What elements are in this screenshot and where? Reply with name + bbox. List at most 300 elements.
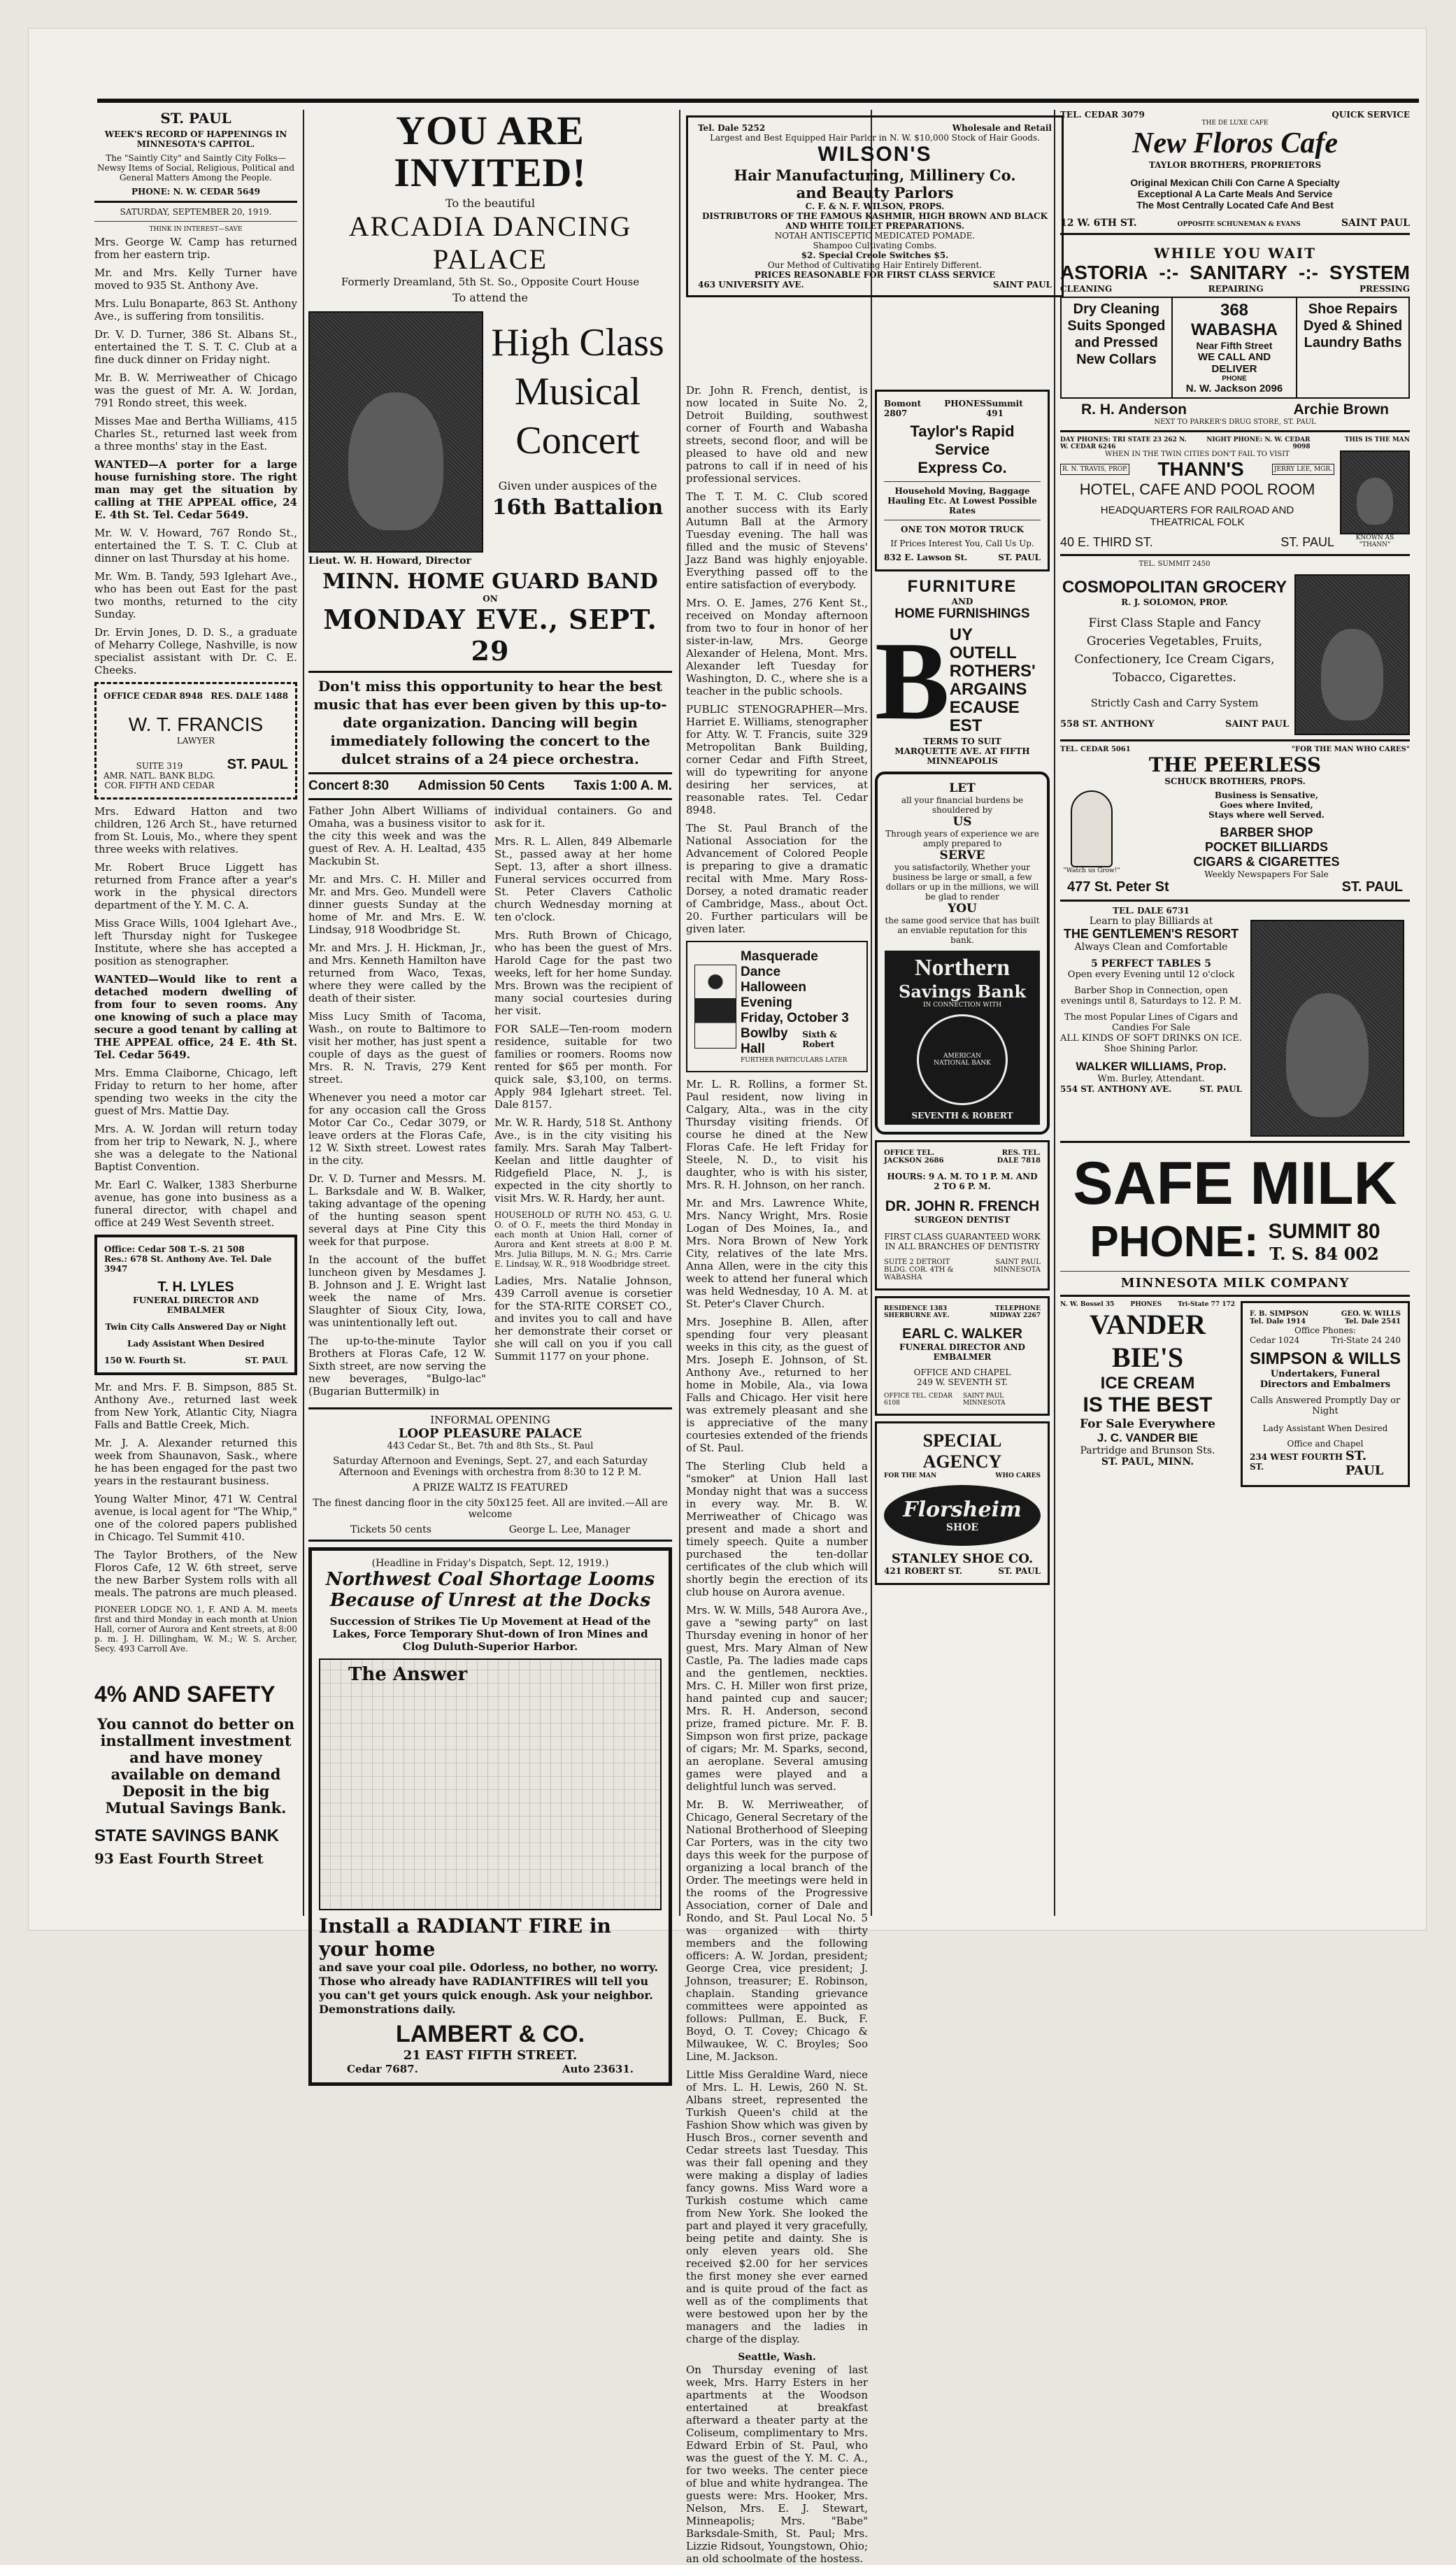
section-label: THINK IN INTEREST—SAVE xyxy=(149,226,243,233)
news-item: Dr. V. D. Turner and Messrs. M. L. Barksdale and W. B. Walker, taking advantage of the opening of the hunting season spent several days at Pine City this week for that purpose. xyxy=(308,1172,486,1248)
news-item: The T. T. M. C. Club scored another success with its Early Autumn Ball at the Armory Tuesday evening. The hall was filled and the music of Stevens' Jazz Band was highly enjoyable. Everything passed off to the entire satisfaction of everybody. xyxy=(686,490,868,591)
wilson-city: SAINT PAUL xyxy=(992,280,1052,290)
lambert-auto: Auto 23631. xyxy=(562,2063,634,2075)
simpson-office: Office Phones: xyxy=(1294,1326,1356,1335)
lyles-calls: Twin City Calls Answered Day or Night xyxy=(105,1322,287,1332)
savings-us: US xyxy=(952,815,972,829)
news-item: Mr. J. A. Alexander returned this week from Shaunavon, Sask., where he has been engaged for the past two years in the restaurant business. xyxy=(94,1437,297,1487)
column-rule xyxy=(1054,110,1055,1916)
news-items xyxy=(686,1078,868,2565)
column-rule xyxy=(303,110,304,1916)
news-item: Miss Grace Wills, 1004 Iglehart Ave., left Thursday night for Tuskegee Institute, where she has accepted a position as stenographer. xyxy=(94,917,297,967)
stanley-addr: 421 ROBERT ST. xyxy=(884,1566,963,1576)
simpson-tri: Tri-State 24 240 xyxy=(1331,1335,1401,1345)
resort-barber: Barber Shop in Connection, open evenings until 8, Saturdays to 12. P. M. xyxy=(1060,986,1242,1007)
coal-body: and save your coal pile. Odorless, no bother, no worry. Those who already have RADIANTFIRES will tell you you can't get yours quick enough. Ask your neighbor. Demonstrations daily. xyxy=(319,1961,659,2016)
thann-portrait xyxy=(1340,450,1410,534)
column-st-paul-news xyxy=(94,110,297,1916)
column-arcadia xyxy=(308,108,672,2075)
news-item: FOR SALE—Ten-room modern residence, suitable for two families or roomers. Rooms now rented for $65 per month. For quick sale, $3,100, on terms. Apply 984 Iglehart street. Tel. Dale 8157. xyxy=(494,1023,672,1111)
francis-ad xyxy=(94,682,297,800)
milk-ad xyxy=(1060,1150,1410,1291)
wilson-method: Our Method of Cultivating Hair Entirely Different. xyxy=(767,260,983,270)
williams-portrait xyxy=(1250,920,1404,1137)
news-item: Mrs. A. W. Jordan will return today from her trip to Newark, N. J., where she was a delegate to the National Baptist Convention. xyxy=(94,1123,297,1173)
news-item: The St. Paul Branch of the National Association for the Advancement of Colored People is preparing to give a dramatic recital with Mme. Mary Ross-Dorsey, a noted dramatic reader of Cambridge, Mass., about Oct. 20. Further particulars will be given later. xyxy=(686,822,868,935)
news-left xyxy=(308,804,486,1403)
thann-hq: HEADQUARTERS FOR RAILROAD AND xyxy=(1100,504,1294,516)
simpson-addr: 234 WEST FOURTH ST. xyxy=(1250,1452,1343,1472)
boutell-line: ROTHERS' xyxy=(949,662,1036,681)
wilson-name: WILSON'S xyxy=(818,143,932,166)
b-initial: B xyxy=(875,618,950,743)
astoria-mid: Near Fifth Street xyxy=(1196,340,1273,351)
news-item: Mr. and Mrs. C. H. Miller and Mr. and Mrs. Geo. Mundell were dinner guests Sunday at the home of Mr. and Mrs. E. W. Lindsay, 918 Woodbridge St. xyxy=(308,873,486,936)
taylor-name: Express Co. xyxy=(918,459,1007,476)
resort-tables: 5 PERFECT TABLES 5 xyxy=(1090,958,1212,969)
concert-date: MONDAY EVE., SEPT. 29 xyxy=(323,604,657,667)
wilson-tag: Largest and Best Equipped Hair Parlor in N. W. $10,000 Stock of Hair Goods. xyxy=(710,133,1040,143)
seattle-title: Seattle, Wash. xyxy=(738,2352,816,2363)
peerless-tel: TEL. CEDAR 5061 xyxy=(1060,746,1131,753)
wilson-tel: Tel. Dale 5252 xyxy=(698,123,766,133)
grocery-cash: Strictly Cash and Carry System xyxy=(1090,697,1259,709)
concert-line: High Class xyxy=(491,321,664,364)
state-savings-ad xyxy=(94,1682,297,1867)
astoria-mid: 368 WABASHA xyxy=(1190,301,1278,339)
francis-addr: AMR. NATL. BANK BLDG. xyxy=(104,771,215,781)
news-item: Mrs. Ruth Brown of Chicago, who has been the guest of Mrs. Harold Cage for the past two weeks, left for her home Sunday. Mrs. Brown was the recipient of many social courtesies during her visit. xyxy=(494,929,672,1017)
opening-prize: A PRIZE WALTZ IS FEATURED xyxy=(413,1482,568,1493)
stanley-name: STANLEY SHOE CO. xyxy=(891,1551,1034,1566)
savings-text: the same good service that has built an enviable reputation for this bank. xyxy=(885,916,1040,945)
resort-cigars: The most Popular Lines of Cigars and Candies For Sale xyxy=(1064,1012,1239,1033)
peerless-line: CIGARS & CIGARETTES xyxy=(1193,855,1340,869)
news-items xyxy=(94,805,297,1229)
francis-office: OFFICE CEDAR 8948 xyxy=(104,691,203,701)
wilson-wholesale: Wholesale and Retail xyxy=(952,123,1052,133)
column-ads-5 xyxy=(1060,110,1410,1916)
wilson-props: C. F. & N. F. WILSON, PROPS. xyxy=(805,201,945,211)
seal-text: AMERICAN NATIONAL BANK xyxy=(934,1053,991,1067)
dont-miss: Don't miss this opportunity to hear the best music that has ever been given by this up-to-date organization. Dancing will begin immediately following the concert to the dulcet strains of a 24 piece orchestra. xyxy=(313,678,667,767)
stanley-shoe: SHOE xyxy=(945,1522,979,1533)
boutell-line: ECAUSE xyxy=(949,698,1020,717)
vanderbie-tri: Tri-State 77 172 xyxy=(1178,1301,1235,1308)
news-item: Mr. Wm. B. Tandy, 593 Iglehart Ave., who has been out East for the past two months, returned to the city Sunday. xyxy=(94,570,297,620)
answer-label: The Answer xyxy=(348,1664,468,1685)
coal-headline: Northwest Coal Shortage Looms Because of Unrest at the Docks xyxy=(325,1569,655,1611)
news-item: The Sterling Club held a "smoker" at Union Hall last Monday night that was a success in every way. Mr. B. W. Merriweather of Chicago was present and made a short and timely speech. Quite a number purchased the ten-dollar certificates of the club which will shortly begin the erection of its club house on Aurora avenue. xyxy=(686,1460,868,1598)
grocery-addr: 558 ST. ANTHONY xyxy=(1060,719,1155,730)
taylor-prices: If Prices Interest You, Call Us Up. xyxy=(890,539,1034,548)
news-item: PUBLIC STENOGRAPHER—Mrs. Harriet E. Williams, stenographer for Atty. W. T. Francis, suite 329 Metropolitan Bank Building, corner Cedar and Fifth Street, will do typewriting for anyone desiring her services, at reasonable rates. Tel. Cedar 8948. xyxy=(686,703,868,816)
resort-city: ST. PAUL xyxy=(1199,1084,1242,1094)
wilson-prices: PRICES REASONABLE FOR FIRST CLASS SERVICE xyxy=(754,270,996,280)
francis-city: ST. PAUL xyxy=(227,757,288,772)
thann-addr: 40 E. THIRD ST. xyxy=(1060,535,1153,549)
news-item: Mrs. O. E. James, 276 Kent St., received on Monday afternoon from two to four in honor of her sister-in-law, Mrs. George Alexander of Helena, Mont. Mrs. Alexander left Tuesday for Washington, D. C., where she is a teacher in the public schools. xyxy=(686,597,868,697)
astoria-mid: PHONE xyxy=(1222,375,1247,383)
florsheim-emblem-icon xyxy=(884,1485,1041,1546)
floros-name: New Floros Cafe xyxy=(1132,127,1338,159)
bank-name: STATE SAVINGS BANK xyxy=(94,1826,280,1845)
savings-serve: SERVE xyxy=(939,848,985,862)
masquerade-line: Masquerade Dance xyxy=(741,949,818,979)
wanted-notice: WANTED—Would like to rent a detached modern dwelling of from four to seven rooms. Any one knowing of such a place may secure a good tenant by calling at THE APPEAL office, 24 E. 4th St. Tel. Cedar 5649. xyxy=(94,973,297,1061)
stanley-for: FOR THE MAN xyxy=(884,1472,937,1479)
lyles-res: Res.: 678 St. Anthony Ave. Tel. Dale 3947 xyxy=(104,1254,272,1274)
news-item: Young Walter Minor, 471 W. Central avenue, is local agent for "The Whip," one of the colored papers published in Chicago. Tel Summit 410. xyxy=(94,1493,297,1543)
resort-drinks: ALL KINDS OF SOFT DRINKS ON ICE. xyxy=(1060,1033,1243,1044)
news-item: Mrs. Josephine B. Allen, after spending four very pleasant weeks in this city, as the guest of Mrs. Joseph E. Johnson, of St. Anthony Ave., returned to her home in Mobile, Ala., via Iowa Falls and Chicago. Her visit here was extremely pleasant and she is appreciative of the many courtesies extended of the friends of St. Paul. xyxy=(686,1316,868,1454)
opening-name: LOOP PLEASURE PALACE xyxy=(398,1426,583,1441)
taylor-desc: Household Moving, Baggage Hauling Etc. At Lowest Possible Rates xyxy=(887,486,1037,516)
french-title: SURGEON DENTIST xyxy=(914,1215,1011,1225)
vanderbie-ad xyxy=(1060,1301,1235,1487)
astoria-name: R. H. Anderson xyxy=(1081,402,1187,418)
loop-palace-ad xyxy=(308,1414,672,1535)
bank-addr: 93 East Fourth Street xyxy=(94,1850,264,1867)
opening-title: INFORMAL OPENING xyxy=(430,1414,550,1426)
lyles-addr: 150 W. Fourth St. xyxy=(104,1356,186,1365)
wilson-sub: and Beauty Parlors xyxy=(796,184,954,201)
walker-addr: 249 W. SEVENTH ST. xyxy=(916,1377,1008,1387)
astoria-ad: WHILE YOU WAIT ASTORIA -:- SANITARY -:- SYSTEM CLEANING REPAIRING PRESSING Dry Cleaning Suits Sponged and Pressed New Collars 368 WABASHA Near Fifth Street WE CALL AND DELIVER PHONE N. W. Jackson 2096 Shoe Repairs Dyed & Shined Laundry Baths R. H. Anderson Archie Brown NEXT TO PARKER'S DRUG STORE, ST. PAUL xyxy=(1060,245,1410,426)
news-item: Mr. W. R. Hardy, 518 St. Anthony Ave., is in the city visiting his family. Mrs. Sarah May Talbert-Keelan and little daughter of Ridgefield Place, N. J., is expected in the city shortly to visit Mrs. W. R. Hardy, her aunt. xyxy=(494,1116,672,1205)
news-item: Misses Mae and Bertha Williams, 415 Charles St., returned last week from a three months' stay in the East. xyxy=(94,415,297,453)
news-item: The Taylor Brothers, of the New Floros Cafe, 12 W. 6th street, serve the new Barber System rolls with all meals. The patrons are much pleased. xyxy=(94,1549,297,1599)
news-item: Mr. and Mrs. Kelly Turner have moved to 935 St. Anthony Ave. xyxy=(94,267,297,292)
band-name: MINN. HOME GUARD BAND xyxy=(322,569,658,594)
walker-city: SAINT PAUL MINNESOTA xyxy=(962,1393,1006,1407)
stanley-shoe-ad xyxy=(875,1421,1050,1585)
lodge-notice: PIONEER LODGE NO. 1, F. AND A. M. meets first and third Monday in each month at Union Hall, corner of Aurora and Kent streets, at 8:00 p. m. J. H. Dillingham, W. M.; W. S. Archer, Secy. 493 Carroll Ave. xyxy=(94,1605,297,1654)
resort-shine: Shoe Shining Parlor. xyxy=(1104,1044,1199,1054)
walker-tel: TELEPHONE MIDWAY 2267 xyxy=(990,1305,1041,1319)
stanley-cares: WHO CARES xyxy=(995,1472,1041,1479)
astoria-right: Shoe Repairs Dyed & Shined Laundry Baths xyxy=(1304,301,1403,350)
lyles-office: Office: Cedar 508 T.-S. 21 508 xyxy=(104,1244,245,1254)
vanderbie-ice: ICE CREAM xyxy=(1100,1374,1195,1393)
install-line: Install a RADIANT FIRE in your home xyxy=(319,1914,611,1961)
astoria-word: SYSTEM xyxy=(1329,262,1410,283)
wilson-combs: Shampoo Cultivating Combs. xyxy=(813,241,937,250)
news-item: Dr. V. D. Turner, 386 St. Albans St., entertained the T. S. T. C. Club at a fine duck dinner on Friday night. xyxy=(94,328,297,366)
savings-conn: IN CONNECTION WITH xyxy=(922,1002,1002,1009)
column-rule xyxy=(679,110,680,1916)
resort-att: Wm. Burley, Attendant. xyxy=(1097,1074,1205,1084)
thann-hotel: HOTEL, CAFE AND POOL ROOM xyxy=(1079,481,1315,498)
lyles-title: FUNERAL DIRECTOR AND EMBALMER xyxy=(133,1295,259,1315)
peerless-weekly: Weekly Newspapers For Sale xyxy=(1204,869,1329,879)
dancer-icon xyxy=(694,965,736,1049)
thann-known: KNOWN AS "THANN" xyxy=(1355,534,1394,548)
peerless-line: Stays where well Served. xyxy=(1208,810,1325,820)
walker-name: EARL C. WALKER xyxy=(902,1326,1022,1342)
astoria-next: NEXT TO PARKER'S DRUG STORE, ST. PAUL xyxy=(1154,418,1316,426)
wilson-ad xyxy=(686,115,1064,297)
thann-night: NIGHT PHONE: N. W. CEDAR 9098 xyxy=(1206,436,1311,450)
peerless-line: POCKET BILLIARDS xyxy=(1204,840,1328,854)
taylor-express-ad xyxy=(875,390,1050,571)
simpson-b: GEO. W. WILLS Tel. Dale 2541 xyxy=(1341,1310,1401,1326)
masthead-desc: The "Saintly City" and Saintly City Folks—Newsy Items of Social, Religious, Political and General Matters Among the People. xyxy=(97,153,295,183)
taylor-truck: ONE TON MOTOR TRUCK xyxy=(901,525,1024,534)
walker-res: RESIDENCE 1383 SHERBURNE AVE. xyxy=(884,1305,950,1319)
news-item: HOUSEHOLD OF RUTH NO. 453, G. U. O. of O. F., meets the third Monday in each month at Union Hall, corner of Aurora and Kent streets at 8:00 P. M. Mrs. Julia Billups, M. N. G.; Mrs. Carrie E. Lindsay, W. R., 918 Woodbridge street. xyxy=(494,1210,672,1269)
lyles-lady: Lady Assistant When Desired xyxy=(127,1339,265,1349)
peerless-city: ST. PAUL xyxy=(1341,879,1403,895)
masquerade-later: FURTHER PARTICULARS LATER xyxy=(741,1057,848,1064)
on-label: ON xyxy=(483,594,498,604)
thann-prop: R. N. TRAVIS, PROP. xyxy=(1060,464,1129,475)
opening-manager: George L. Lee, Manager xyxy=(508,1524,630,1535)
simpson-a: F. B. SIMPSON Tel. Dale 1914 xyxy=(1250,1310,1309,1326)
resort-ad xyxy=(1060,906,1410,1137)
francis-addr: SUITE 319 xyxy=(136,761,183,771)
french-dentist-ad xyxy=(875,1140,1050,1291)
savings-text: Through years of experience we are amply prepared to xyxy=(885,829,1039,848)
palace-name: ARCADIA DANCING PALACE xyxy=(348,211,632,275)
peerless-ad xyxy=(1060,746,1410,895)
news-item: Little Miss Geraldine Ward, niece of Mrs. L. H. Lewis, 260 N. St. Albans street, represented the Turkish Queen's child at the Fashion Show which was given by Husch Bros., corner seventh and Cedar streets last Tuesday. This was their fall opening and they were making a display of ladies fancy gowns. Miss Ward wore a Turkish costume which came from New York. She looked the part and played it very gracefully, being petite and dainty. She is only eleven years old. She received $2.00 for her services the first money she ever earned and is quite proud of the fact as well as of the compliments that were bestowed upon her by the managers and the ladies in charge of the display. xyxy=(686,2068,868,2345)
coal-sub: Succession of Strikes Tie Up Movement at Head of the Lakes, Force Temporary Shut-down of Iron Mines and Clog Duluth-Superior Harbor. xyxy=(329,1615,651,1653)
milk-safe: SAFE MILK xyxy=(1073,1150,1397,1217)
news-item: Mrs. Emma Claiborne, Chicago, left Friday to return to her home, after spending two weeks in the city the guest of Mrs. Mattie Day. xyxy=(94,1067,297,1117)
howard-portrait xyxy=(308,311,483,553)
news-item: individual containers. Go and ask for it. xyxy=(494,804,672,830)
boutell-ad xyxy=(875,577,1050,766)
simpson-wills-ad xyxy=(1241,1301,1410,1487)
northern-savings-ad xyxy=(875,772,1050,1135)
savings-name: Savings Bank xyxy=(899,981,1026,1002)
thann-hq: THEATRICAL FOLK xyxy=(1150,516,1245,528)
auspices: Given under auspices of the xyxy=(498,479,657,492)
wilson-addr: 463 UNIVERSITY AVE. xyxy=(698,280,804,290)
astoria-mid: WE CALL AND DELIVER xyxy=(1197,351,1271,375)
savings-corner: SEVENTH & ROBERT xyxy=(911,1111,1013,1121)
stanley-city: ST. PAUL xyxy=(998,1566,1041,1576)
floros-opp: OPPOSITE SCHUNEMAN & EVANS xyxy=(1177,221,1301,228)
solomon-portrait xyxy=(1294,574,1410,735)
thanns-ad xyxy=(1060,436,1410,550)
lyles-ad xyxy=(94,1235,297,1375)
walker-office: OFFICE TEL. CEDAR 6108 xyxy=(884,1393,952,1407)
floros-line: The Most Centrally Located Cafe And Best xyxy=(1136,199,1334,211)
stanley-special: SPECIAL AGENCY xyxy=(922,1430,1002,1472)
astoria-word: SANITARY xyxy=(1190,262,1288,283)
news-item: Mr. L. R. Rollins, a former St. Paul resident, now living in Calgary, Alta., was in the city Thursday visiting friends. Of course he dined at the New Floras Cafe. He left Friday for Steele, N. D., to visit his daughter, who is with his sister, Mrs. R. H. Johnson, on her ranch. xyxy=(686,1078,868,1191)
news-items xyxy=(94,1381,297,1654)
floros-addr: 12 W. 6TH ST. xyxy=(1060,218,1137,229)
concert-line: Musical xyxy=(514,370,641,413)
french-city: SAINT PAUL MINNESOTA xyxy=(993,1258,1041,1274)
news-item: Miss Lucy Smith of Tacoma, Wash., on route to Baltimore to visit her mother, has just spent a couple of days as the guest of Mrs. R. N. Travis, 279 Kent street. xyxy=(308,1010,486,1086)
opening-times: Saturday Afternoon and Evenings, Sept. 27, and each Saturday Afternoon and Evenings with orchestra from 8:30 to 12 P. M. xyxy=(333,1456,648,1478)
column-ads-4 xyxy=(875,384,1050,1916)
news-item: Mr. W. V. Howard, 767 Rondo St., entertained the T. S. T. C. Club at dinner on last Thursday at his home. xyxy=(94,527,297,564)
concert-details xyxy=(308,779,672,794)
news-item: Ladies, Mrs. Natalie Johnson, 439 Carroll avenue is corsetier for the STA-RITE CORSET CO., and invites you to call and have her demonstrate their corset or she will call on you if you call Summit 1177 on your phone. xyxy=(494,1274,672,1363)
vanderbie-name: VANDER BIE'S xyxy=(1090,1309,1206,1373)
concert-time: Concert 8:30 xyxy=(308,779,390,793)
floros-city: SAINT PAUL xyxy=(1341,218,1410,229)
vanderbie-sale: For Sale Everywhere xyxy=(1080,1417,1215,1431)
boutell-line: EST xyxy=(949,716,983,735)
milk-ts: T. S. 84 002 xyxy=(1269,1244,1379,1264)
simpson-lady: Lady Assistant When Desired xyxy=(1262,1423,1388,1433)
savings-text: all your financial burdens be shouldered by xyxy=(901,795,1024,815)
vanderbie-phones: PHONES xyxy=(1130,1301,1162,1308)
photo-caption: Lieut. W. H. Howard, Director xyxy=(308,555,471,567)
furniture-line: HOME FURNISHINGS xyxy=(894,606,1030,621)
peerless-line: BARBER SHOP xyxy=(1220,825,1313,839)
news-item: Mr. and Mrs. F. B. Simpson, 885 St. Anthony Ave., returned last week from New York, Atlantic City, Niagra Falls and Battle Creek, Mich. xyxy=(94,1381,297,1431)
wilson-notah: NOTAH ANTISCEPTIC MEDICATED POMADE. xyxy=(774,231,976,241)
news-item: Mrs. Lulu Bonaparte, 863 St. Anthony Ave., is suffering from tonsilitis. xyxy=(94,297,298,322)
resort-addr: 554 ST. ANTHONY AVE. xyxy=(1060,1084,1172,1094)
grocery-name: COSMOPOLITAN GROCERY xyxy=(1062,578,1287,597)
savings-text: you satisfactorily, Whether your business be large or small, a few dollars or up in the millions, we will be glad to render xyxy=(885,862,1039,902)
news-items xyxy=(686,384,868,935)
news-item: Mrs. R. L. Allen, 849 Albemarle St., passed away at her home Sept. 13, after a short illness. Funeral services occurred from St. Peter Clavers Catholic church Wednesday morning at ten o'clock. xyxy=(494,835,672,923)
wanted-notice: WANTED—A porter for a large house furnishing store. The right man may get the situation by calling at THE APPEAL office, 24 E. 4th St. Tel. Cedar 5649. xyxy=(94,458,297,521)
news-item: The up-to-the-minute Taylor Brothers at Floras Cafe, 12 W. Sixth street, are now serving the new beverages, "Bulgo-lac" (Bugarian Buttermilk) in xyxy=(308,1335,486,1398)
resort-clean: Always Clean and Comfortable xyxy=(1074,942,1228,953)
french-name: DR. JOHN R. FRENCH xyxy=(885,1198,1040,1214)
simpson-calls: Calls Answered Promptly Day or Night xyxy=(1250,1395,1401,1416)
opening-floor: The finest dancing floor in the city 50x125 feet. All are invited.—All are welcome xyxy=(313,1498,668,1520)
masthead-sub: WEEK'S RECORD OF HAPPENINGS IN MINNESOTA'S CAPITOL. xyxy=(104,129,287,149)
grocery-tel: TEL. SUMMIT 2450 xyxy=(1139,560,1211,568)
savings-name: Northern xyxy=(915,955,1010,981)
grocery-body: First Class Staple and Fancy Groceries Vegetables, Fruits, Confectionery, Ice Cream Cigars, Tobacco, Cigarettes. xyxy=(1074,616,1275,685)
concert-line: Concert xyxy=(515,419,640,462)
news-item: Father John Albert Williams of Omaha, was a business visitor to the city this week and was the guest of Rev. A. H. Lealtad, 435 Mackubin St. xyxy=(308,804,486,867)
wilson-dist: DISTRIBUTORS OF THE FAMOUS KASHMIR, HIGH BROWN AND BLACK AND WHITE TOILET PREPARATIONS. xyxy=(701,211,1048,231)
thann-when: WHEN IN THE TWIN CITIES DON'T FAIL TO VISIT xyxy=(1105,450,1290,458)
peerless-for: "FOR THE MAN WHO CARES" xyxy=(1291,746,1410,753)
news-item: In the account of the buffet luncheon given by Mesdames J. B. Johnson and J. E. Wright last week the name of Mrs. Slaughter of Sioux City, Iowa, was unintentionally left out. xyxy=(308,1253,486,1329)
simpson-name: SIMPSON & WILLS xyxy=(1250,1349,1401,1368)
francis-name: W. T. FRANCIS xyxy=(128,713,264,735)
french-res: RES. TEL. DALE 7818 xyxy=(997,1149,1041,1165)
news-item: Mr. Robert Bruce Liggett has returned from France after a year's work in the physical directors department of the Y. M. C. A. xyxy=(94,861,297,911)
boutell-line: UY xyxy=(949,625,973,644)
news-items xyxy=(94,236,297,676)
boutell-city: MINNEAPOLIS xyxy=(927,756,998,766)
french-hours: HOURS: 9 A. M. TO 1 P. M. AND 2 TO 6 P. M. xyxy=(887,1172,1038,1191)
taylor-city: ST. PAUL xyxy=(998,553,1041,562)
walker-ad xyxy=(875,1296,1050,1416)
mascot-figure-icon xyxy=(1071,790,1113,867)
taxis: Taxis 1:00 A. M. xyxy=(573,779,672,793)
news-item: Mr. B. W. Merriweather of Chicago was the guest of Mr. A. W. Jordan, 791 Rondo street, this week. xyxy=(94,371,297,409)
resort-open: Open every Evening until 12 o'clock xyxy=(1067,969,1235,980)
peerless-name: THE PEERLESS xyxy=(1148,753,1322,776)
lyles-city: ST. PAUL xyxy=(245,1356,287,1365)
taylor-bomont: Bomont 2807 xyxy=(884,399,922,418)
admission: Admission 50 Cents xyxy=(417,779,545,793)
walker-chapel: OFFICE AND CHAPEL xyxy=(913,1367,1011,1377)
masquerade-hall: Bowlby Hall xyxy=(741,1026,788,1056)
boutell-terms: TERMS TO SUIT xyxy=(923,737,1001,746)
floros-line: Original Mexican Chili Con Carne A Specialty xyxy=(1130,177,1340,188)
news-item: Mr. and Mrs. Lawrence White, Mrs. Nancy Wright, Mrs. Rosie Logan of Des Moines, Ia., and Mrs. Nora Brown of New York City, relatives of the late Mrs. Anna Allen, were in the city this week to attend her funeral which was held Wednesday, 10 A. M. at St. Peter's Claver Church. xyxy=(686,1197,868,1310)
resort-learn: Learn to play Billiards at xyxy=(1089,916,1213,927)
news-item: Mrs. W. W. Mills, 548 Aurora Ave., gave a "sewing party" on last Thursday evening in honor of her guest, Mrs. Mary Alman of New Castle, Pa. The ladies made caps and the gentlemen, neckties. Mrs. C. H. Miller won first prize, hand painted cup and saucer; Mrs. R. H. Anderson, second prize, framed picture. Mr. F. B. Simpson won first prize, package of cigars; Mr. M. Sparks, second, an aeroplane. Several amusing games were played and a delightful lunch was served. xyxy=(686,1604,868,1793)
lambert-addr: 21 EAST FIFTH STREET. xyxy=(403,2048,578,2063)
top-rule xyxy=(97,99,1419,103)
simpson-cedar: Cedar 1024 xyxy=(1250,1335,1300,1345)
floros-quick: QUICK SERVICE xyxy=(1332,110,1410,120)
masquerade-streets: Sixth & Robert xyxy=(802,1030,837,1049)
palace-formerly: Formerly Dreamland, 5th St. So., Opposite Court House xyxy=(341,276,640,288)
bank-body: You cannot do better on installment investment and have money available on demand Deposit in the big Mutual Savings Bank. xyxy=(97,1715,295,1817)
news-item: Mr. Earl C. Walker, 1383 Sherburne avenue, has gone into business as a funeral director, with chapel and office at 249 West Seventh street. xyxy=(94,1179,297,1229)
astoria-left: Dry Cleaning Suits Sponged and Pressed New Collars xyxy=(1062,298,1173,397)
lambert-cedar: Cedar 7687. xyxy=(347,2063,418,2075)
peerless-line: Goes where Invited, xyxy=(1220,800,1313,810)
fireplace-illustration xyxy=(319,1658,662,1910)
wilson-special: $2. Special Creole Switches $5. xyxy=(801,250,949,260)
masquerade-line: Halloween Evening xyxy=(741,980,806,1010)
milk-company: MINNESOTA MILK COMPANY xyxy=(1120,1276,1350,1291)
boutell-line: ARGAINS xyxy=(949,680,1027,699)
taylor-phones: PHONES xyxy=(944,399,986,408)
astoria-word: ASTORIA xyxy=(1060,262,1148,283)
stanley-brand: Florsheim xyxy=(903,1498,1022,1522)
floros-deluxe: THE DE LUXE CAFE xyxy=(1201,120,1269,127)
newspaper-page xyxy=(28,28,1427,2565)
news-item: Mrs. George W. Camp has returned from her eastern trip. xyxy=(94,236,297,261)
vanderbie-addr: Partridge and Brunson Sts. xyxy=(1080,1445,1215,1456)
wilson-sub: Hair Manufacturing, Millinery Co. xyxy=(734,166,1016,184)
opening-addr: 443 Cedar St., Bet. 7th and 8th Sts., St. Paul xyxy=(387,1441,594,1451)
vanderbie-owner: J. C. VANDER BIE xyxy=(1097,1431,1199,1444)
boutell-addr: MARQUETTE AVE. AT FIFTH xyxy=(894,746,1030,756)
milk-summit: SUMMIT 80 xyxy=(1268,1220,1380,1243)
simpson-chapel: Office and Chapel xyxy=(1287,1439,1364,1449)
francis-addr: COR. FIFTH AND CEDAR xyxy=(104,781,215,790)
masquerade-line: Friday, October 3 xyxy=(741,1011,849,1025)
grocery-ad xyxy=(1060,560,1410,735)
floros-line: Exceptional A La Carte Meals And Service xyxy=(1137,188,1333,199)
lambert-name: LAMBERT & CO. xyxy=(395,2021,585,2047)
french-suite: SUITE 2 DETROIT BLDG. COR. 4TH & WABASHA xyxy=(884,1258,954,1281)
astoria-service: CLEANING xyxy=(1060,284,1113,294)
floros-cafe-ad xyxy=(1060,110,1410,229)
astoria-mid: N. W. Jackson 2096 xyxy=(1185,383,1283,395)
peerless-watch: "Watch us Grow!" xyxy=(1063,867,1120,874)
news-item: Dr. Ervin Jones, D. D. S., a graduate of Meharry College, Nashville, is now specialist assistant with Dr. C. E. Cheeks. xyxy=(94,626,297,676)
news-right xyxy=(494,804,672,1403)
simpson-city: ST. PAUL xyxy=(1345,1449,1384,1478)
thann-man: THIS IS THE MAN xyxy=(1344,436,1410,443)
column-news-3 xyxy=(686,384,868,2565)
news-item: Mr. and Mrs. J. H. Hickman, Jr., and Mrs. Kenneth Hamilton have returned from Waco, Texas, where they were called by the death of their sister. xyxy=(308,942,486,1004)
vanderbie-city: ST. PAUL, MINN. xyxy=(1101,1456,1194,1468)
masthead-phone: PHONE: N. W. CEDAR 5649 xyxy=(131,187,261,197)
grocery-city: SAINT PAUL xyxy=(1225,719,1289,730)
grocery-prop: R. J. SOLOMON, PROP. xyxy=(1121,597,1228,607)
vanderbie-nw: N. W. Bossel 35 xyxy=(1060,1301,1115,1308)
vanderbie-best: IS THE BEST xyxy=(1083,1393,1213,1416)
astoria-service: PRESSING xyxy=(1359,284,1410,294)
resort-name: THE GENTLEMEN'S RESORT xyxy=(1063,927,1239,941)
bank-headline: 4% AND SAFETY xyxy=(94,1682,276,1707)
